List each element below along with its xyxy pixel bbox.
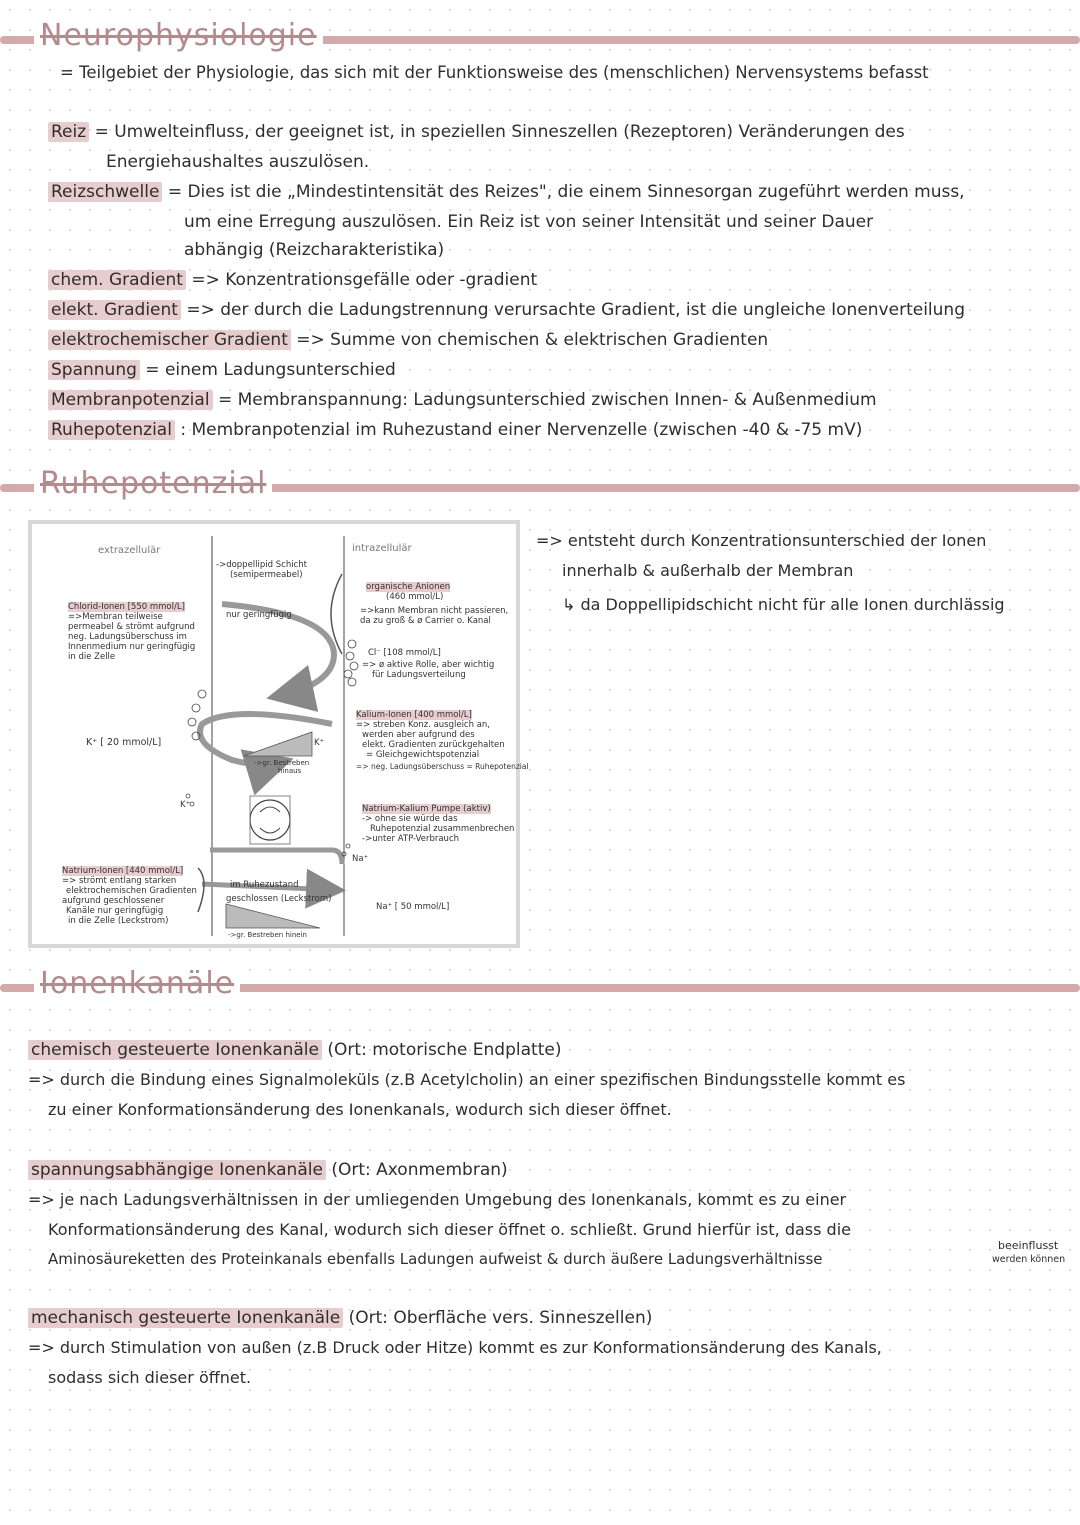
term-spannung: Spannung [48,360,140,380]
label-chlorid-6: in die Zelle [68,652,116,662]
label-chlorid-4: neg. Ladungsüberschuss im [68,632,187,642]
kanal-span-ort: (Ort: Axonmembran) [331,1160,508,1180]
label-chlorid-2: =>Membran teilweise [68,612,163,622]
ruhepotenzial-note-3: ↳ da Doppellipidschicht nicht für alle Ionen durchlässig [562,595,1005,614]
label-natrium-5: Kanäle nur geringfügig [66,906,164,916]
label-org-anionen-4: da zu groß & ø Carrier o. Kanal [360,616,491,626]
bracket-sodium [198,868,204,912]
label-nur-geringfuegig: nur geringfügig [226,610,292,620]
kanal-chem-ort: (Ort: motorische Endplatte) [327,1040,562,1060]
label-im-ruhezustand: im Ruhezustand [230,880,299,890]
kanal-span-l2: Konformationsänderung des Kanal, wodurch sich dieser öffnet o. schließt. Grund hierfür ist, dass die [48,1220,851,1239]
label-org-anionen-3: =>kann Membran nicht passieren, [360,606,509,616]
kanal-chem-head [28,1040,561,1060]
label-gr-bestreben-hinaus-1: ->gr. Bestreben [254,759,310,767]
term-ruhepotenzial: Ruhepotenzial [48,420,175,440]
label-org-anionen-2: (460 mmol/L) [386,592,444,602]
def-elekt-gradient [48,300,965,320]
kanal-chem-l2: zu einer Konformationsänderung des Ionenkanals, wodurch sich dieser öffnet. [48,1100,672,1119]
def-elektrochem-gradient-text: => Summe von chemischen & elektrischen Gradienten [296,330,769,350]
def-ruhepotenzial-text: : Membranpotenzial im Ruhezustand einer Nervenzelle (zwischen -40 & -75 mV) [180,420,863,440]
kanal-span-werden-koennen: werden können [992,1254,1066,1265]
ruhepotenzial-diagram [28,520,529,948]
gradient-triangle-na [226,904,320,928]
kanal-mech-l2: sodass sich dieser öffnet. [48,1368,252,1387]
label-extrazellular: extrazellulär [98,545,161,556]
def-reizschwelle-text-1: = Dies ist die „Mindestintensität des Reizes", die einem Sinnesorgan zugeführt werden muss, [167,182,965,202]
def-chem-gradient [48,270,537,290]
label-kalium-6: => neg. Ladungsüberschuss = Ruhepotenzial [356,762,529,771]
ruhepotenzial-note-2: innerhalb & außerhalb der Membran [562,561,854,580]
term-mech-kanaele: mechanisch gesteuerte Ionenkanäle [28,1308,343,1328]
kanal-mech-ort: (Ort: Oberfläche vers. Sinneszellen) [348,1308,653,1328]
term-chem-kanaele: chemisch gesteuerte Ionenkanäle [28,1040,322,1060]
def-spannung-text: = einem Ladungsunterschied [145,360,396,380]
pump-circle [250,800,290,840]
def-reiz-l1 [48,122,905,142]
label-gr-bestreben-hinaus-2: hinaus [278,767,302,775]
label-na-innen: Na⁺ [ 50 mmol/L] [376,902,450,912]
kanal-mech-l1: => durch Stimulation von außen (z.B Druck oder Hitze) kommt es zur Konformationsänderung des Kanals, [28,1338,882,1357]
def-reiz-text-1: = Umwelteinfluss, der geeignet ist, in speziellen Sinneszellen (Rezeptoren) Veränderungen des [94,122,905,142]
label-gr-bestreben-hinein: ->gr. Bestreben hinein [228,931,307,939]
label-kalium-1: Kalium-Ionen [400 mmol/L] [356,710,472,720]
def-elekt-gradient-text: => der durch die Ladungstrennung verursachte Gradient, ist die ungleiche Ionenverteilung [186,300,965,320]
def-reizschwelle-l3: abhängig (Reizcharakteristika) [184,240,445,260]
arrow-sodium [210,850,342,864]
label-k-aussen: K⁺ [ 20 mmol/L] [86,737,162,748]
def-reizschwelle-l1 [48,182,965,202]
def-spannung [48,360,396,380]
label-chlorid-3: permeabel & strömt aufgrund [68,622,195,632]
pump-arrows [260,807,280,833]
label-k-ion: K⁺ [314,738,325,748]
def-reizschwelle-l2: um eine Erregung auszulösen. Ein Reiz ist von seiner Intensität und seiner Dauer [184,212,874,232]
label-natrium-1: Natrium-Ionen [440 mmol/L] [62,866,184,876]
label-doppellipid-1: ->doppellipid Schicht [216,560,307,570]
label-cl-innen-2: => ø aktive Rolle, aber wichtig [362,660,495,670]
label-kalium-4: elekt. Gradienten zurückgehalten [362,740,505,750]
term-span-kanaele: spannungsabhängige Ionenkanäle [28,1160,326,1180]
kanal-span-l3: Aminosäureketten des Proteinkanals ebenfalls Ladungen aufweist & durch äußere Ladungsverhältnisse [48,1250,823,1268]
kanal-span-beeinflusst: beeinflusst [998,1239,1059,1252]
term-elektrochem-gradient: elektrochemischer Gradient [48,330,291,350]
label-na-ion: Na⁺ [352,854,369,864]
gradient-triangle-k [244,732,312,756]
term-membranpotenzial: Membranpotenzial [48,390,213,410]
plus-charges [188,690,206,740]
label-cl-innen-3: für Ladungsverteilung [372,670,466,680]
section-title-ionenkanaele: Ionenkanäle [34,966,240,1001]
label-natrium-2: => strömt entlang starken [62,876,177,886]
label-natrium-6: in die Zelle (Leckstrom) [68,916,169,926]
intro-text: = Teilgebiet der Physiologie, das sich mit der Funktionsweise des (menschlichen) Nervensystems befasst [60,63,929,82]
label-kalium-2: => streben Konz. ausgleich an, [356,720,490,730]
label-kalium-3: werden aber aufgrund des [362,730,475,740]
label-natrium-3: elektrochemischen Gradienten [66,886,197,896]
pump-box [250,796,290,844]
term-chem-gradient: chem. Gradient [48,270,186,290]
label-org-anionen-1: organische Anionen [366,582,451,592]
def-reiz-l2: Energiehaushaltes auszulösen. [106,152,370,172]
label-natrium-4: aufgrund geschlossener [62,896,165,906]
label-geschlossen: geschlossen (Leckstrom) [226,894,332,904]
section-title-ruhepotenzial: Ruhepotenzial [34,466,272,501]
label-intrazellular: intrazellulär [352,543,412,554]
section-title-neurophysiologie: Neurophysiologie [34,18,323,53]
label-natrium-kalium-4: ->unter ATP-Verbrauch [362,834,460,844]
label-kalium-5: = Gleichgewichtspotenzial [366,750,480,760]
minus-charges [344,640,358,686]
term-reiz: Reiz [48,122,89,142]
def-elektrochem-gradient [48,330,768,350]
def-ruhepotenzial [48,420,862,440]
def-membranpotenzial-text: = Membranspannung: Ladungsunterschied zwischen Innen- & Außenmedium [217,390,877,410]
ruhepotenzial-note-1: => entsteht durch Konzentrationsunterschied der Ionen [536,531,987,550]
def-membranpotenzial [48,390,877,410]
label-chlorid-5: Innenmedium nur geringfügig [68,642,196,652]
kanal-chem-l1: => durch die Bindung eines Signalmoleküls (z.B Acetylcholin) an einer spezifischen Bindungsstelle kommt es [28,1070,906,1089]
term-elekt-gradient: elekt. Gradient [48,300,181,320]
label-natrium-kalium-2: -> ohne sie würde das [362,814,458,824]
kanal-mech-head [28,1308,652,1328]
label-chlorid-1: Chlorid-Ionen [550 mmol/L] [68,602,185,612]
label-natrium-kalium-1: Natrium-Kalium Pumpe (aktiv) [362,804,491,814]
kanal-span-l1: => je nach Ladungsverhältnissen in der umliegenden Umgebung des Ionenkanals, kommt es zu einer [28,1190,847,1209]
label-doppellipid-2: (semipermeabel) [230,570,303,580]
label-k-ion-2: K⁺ [180,800,191,810]
kanal-span-head [28,1160,508,1180]
term-reizschwelle: Reizschwelle [48,182,162,202]
def-chem-gradient-text: => Konzentrationsgefälle oder -gradient [191,270,538,290]
label-cl-innen-1: Cl⁻ [108 mmol/L] [368,648,441,658]
label-natrium-kalium-3: Ruhepotenzial zusammenbrechen [370,824,515,834]
